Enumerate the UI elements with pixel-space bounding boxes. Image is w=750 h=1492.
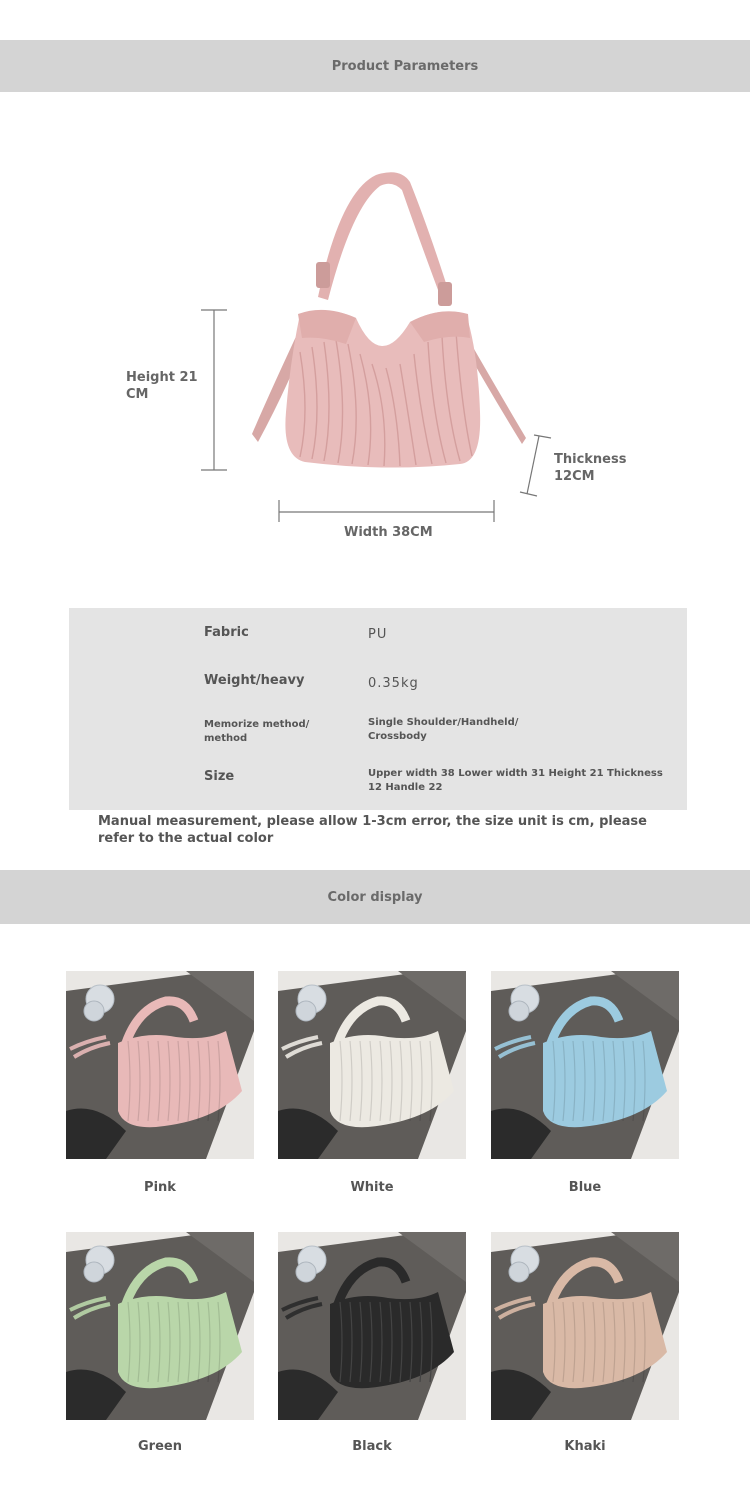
swatch-caption-green: Green	[138, 1439, 182, 1454]
section-title: Color display	[327, 889, 423, 905]
spec-label-fabric: Fabric	[204, 625, 249, 640]
spec-label-method: Memorize method/ method	[204, 719, 310, 744]
section-header-colors	[0, 870, 750, 924]
spec-value-method: Single Shoulder/Handheld/ Crossbody	[368, 717, 519, 742]
swatch-photo-khaki	[491, 1232, 679, 1420]
swatch-caption-pink: Pink	[144, 1180, 176, 1195]
spec-label-size: Size	[204, 769, 235, 784]
spec-value-fabric: PU	[368, 627, 388, 642]
swatch-photo-pink	[66, 971, 254, 1159]
swatch-photo-white	[278, 971, 466, 1159]
swatch-photo-blue	[491, 971, 679, 1159]
thickness-label: Thickness 12CM	[554, 452, 627, 484]
spec-table	[69, 608, 687, 810]
swatch-caption-black: Black	[352, 1439, 392, 1454]
spec-value-size: Upper width 38 Lower width 31 Height 21 Thickness 12 Handle 22	[368, 768, 663, 793]
swatch-photo-green	[66, 1232, 254, 1420]
section-header-parameters	[0, 40, 750, 92]
spec-value-weight: 0.35kg	[368, 676, 419, 691]
swatch-caption-white: White	[350, 1180, 394, 1195]
swatch-caption-blue: Blue	[568, 1180, 602, 1195]
bag-illustration	[0, 92, 750, 592]
section-title: Product Parameters	[331, 58, 479, 74]
swatch-photo-black	[278, 1232, 466, 1420]
product-dimension-illustration	[0, 92, 750, 592]
height-label: Height 21 CM	[126, 370, 198, 402]
width-label: Width 38CM	[344, 525, 433, 540]
swatch-caption-khaki: Khaki	[564, 1439, 606, 1454]
measurement-note: Manual measurement, please allow 1-3cm error, the size unit is cm, please refer to the actual color	[98, 814, 647, 846]
spec-label-weight: Weight/heavy	[204, 673, 305, 688]
